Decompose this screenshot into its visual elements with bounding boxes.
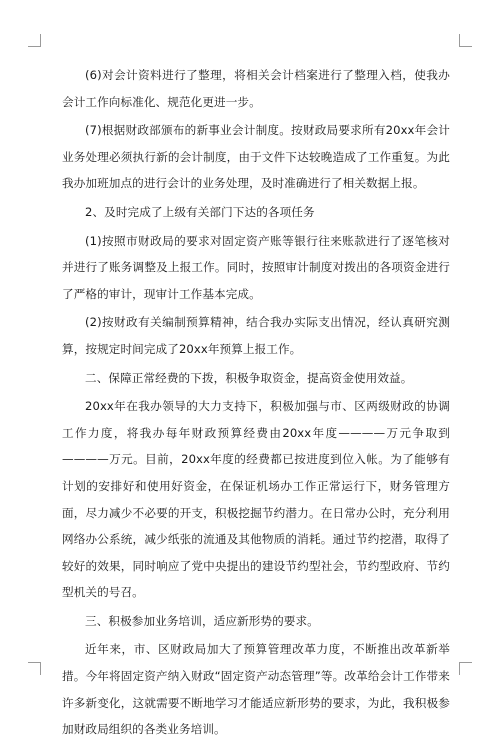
paragraph-training-details: 近年来，市、区财政局加大了预算管理改革力度，不断推出改革新举措。今年将固定资产纳入财政“固定资产动态管理”等。改革给会计工作带来许多新变化，这就需要不断地学习才能适应新形势的要求，为此，我积极参加财政局组织的各类业务培训。: [62, 642, 450, 737]
section-heading-funding: 二、保障正常经费的下拨，积极争取资金，提高资金使用效益。: [85, 370, 413, 385]
crop-mark-bottom-right: [459, 662, 472, 675]
paragraph-budget-report: (2)按财政有关编制预算精神，结合我办实际支出情况，经认真研究测算，按规定时间完成了20xx年预算上报工作。: [62, 315, 450, 356]
paragraph-funding-details: 20xx年在我办领导的大力支持下，积极加强与市、区两级财政的协调工作力度，将我办每年财政预算经费由20xx年度————万元争取到————万元。目前，20xx年度的经费都已按进度到位入帐。为了能够有计划的安排好和使用好资金，在保证机场办工作正常运行下，财务管理方面，尽力减少不必要的开支，积极挖掘节约潜力。在日常办公时，充分利用网络办公系统，减少纸张的流通及其他物质的消耗。通过节约挖潜，取得了较好的效果，同时响应了党中央提出的建设节约型社会，节约型政府、节约型机关的号召。: [62, 399, 450, 600]
paragraph-accounting-archives: (6)对会计资料进行了整理，将相关会计档案进行了整理入档，使我办会计工作向标准化、规范化更进一步。: [62, 68, 450, 109]
crop-mark-top-right: [459, 34, 472, 47]
document-body: [62, 62, 450, 745]
crop-mark-top-left: [28, 34, 41, 47]
crop-mark-bottom-left: [28, 662, 41, 675]
paragraph-new-accounting-system: (7)根据财政部颁布的新事业会计制度。按财政局要求所有20xx年会计业务处理必须执行新的会计制度，由于文件下达较晚造成了工作重复。为此我办加班加点的进行会计的业务处理，及时准确进行了相关数据上报。: [62, 123, 450, 191]
paragraph-fixed-asset-reconciliation: (1)按照市财政局的要求对固定资产账等银行往来账款进行了逐笔核对并进行了账务调整及上报工作。同时，按照审计制度对拨出的各项资金进行了严格的审计，现审计工作基本完成。: [62, 233, 450, 301]
section-heading-superior-tasks: 2、及时完成了上级有关部门下达的各项任务: [85, 204, 315, 219]
section-heading-training: 三、积极参加业务培训，适应新形势的要求。: [85, 613, 319, 628]
